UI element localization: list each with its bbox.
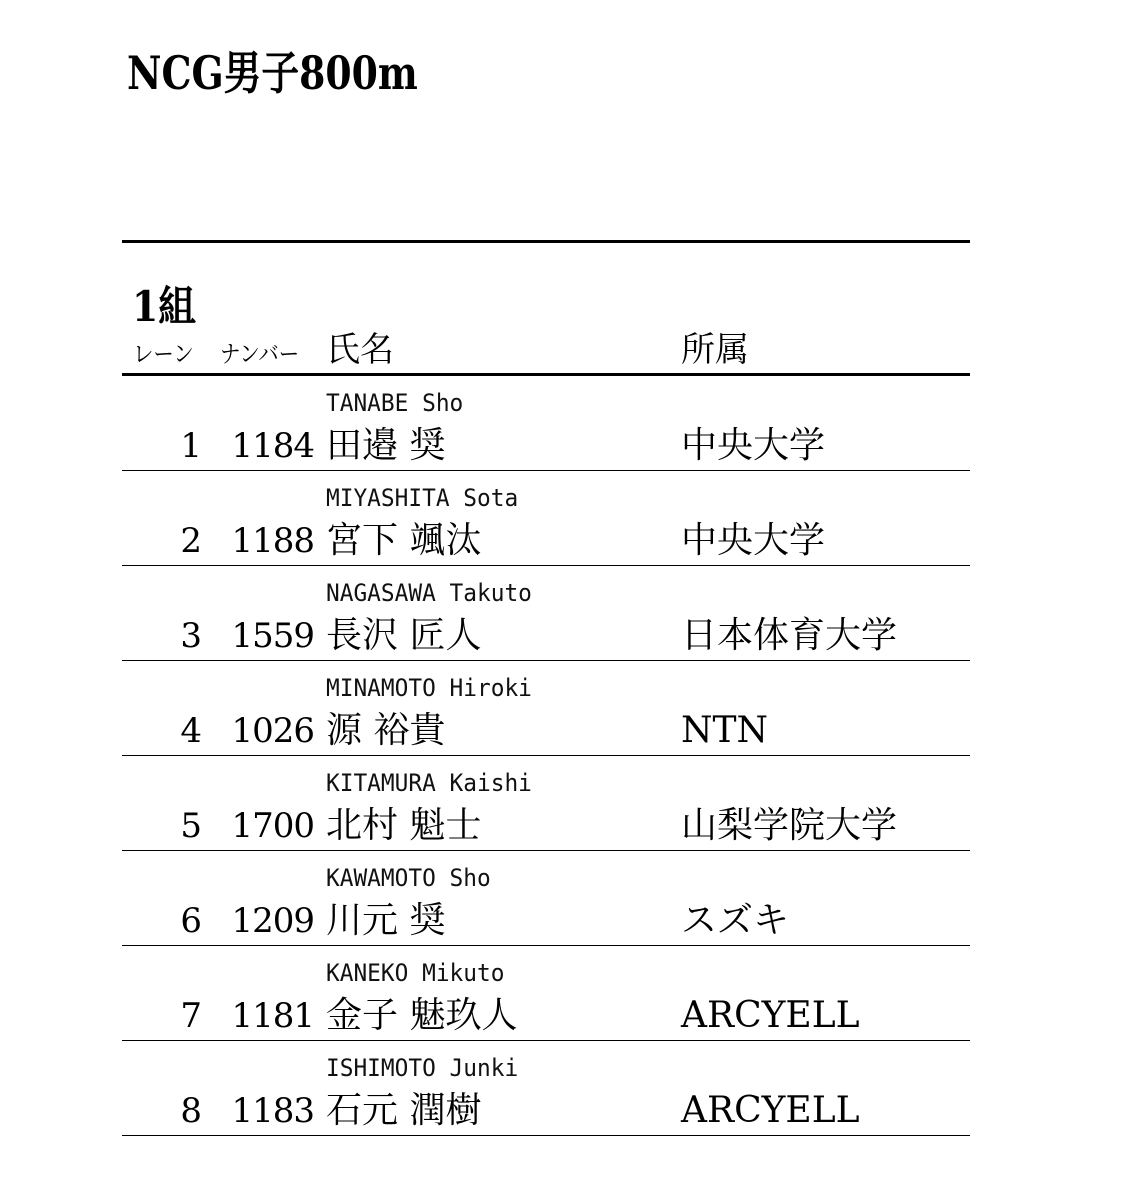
lane-number: 6: [180, 901, 202, 941]
entry-row: [0, 756, 1125, 851]
lane-number: 5: [180, 806, 202, 846]
entry-row: [0, 946, 1125, 1041]
entry-row: [0, 1041, 1125, 1136]
athlete-romaji: MINAMOTO Hiroki: [326, 674, 532, 702]
athlete-name: 田邉 奨: [326, 425, 446, 466]
athlete-affiliation: ARCYELL: [681, 1090, 860, 1131]
athlete-name: 金子 魅玖人: [326, 995, 518, 1036]
athlete-romaji: TANABE Sho: [326, 389, 464, 417]
athlete-romaji: KITAMURA Kaishi: [326, 769, 532, 797]
column-header-number: ナンバー: [220, 340, 300, 368]
lane-number: 8: [180, 1091, 202, 1131]
athlete-affiliation: 中央大学: [681, 520, 826, 561]
bib-number: 1026: [231, 711, 314, 751]
start-list: [0, 376, 1125, 1136]
athlete-name: 宮下 颯汰: [326, 520, 482, 561]
athlete-affiliation: ARCYELL: [681, 995, 860, 1036]
bib-number: 1181: [231, 996, 314, 1036]
entry-row: [0, 851, 1125, 946]
lane-number: 7: [180, 996, 202, 1036]
athlete-romaji: MIYASHITA Sota: [326, 484, 519, 512]
bib-number: 1184: [231, 426, 314, 466]
row-divider: [122, 1135, 970, 1136]
bib-number: 1700: [231, 806, 314, 846]
athlete-affiliation: NTN: [681, 710, 769, 751]
page-title: NCG男子800m: [127, 46, 418, 100]
column-header-affiliation: 所属: [681, 330, 749, 370]
lane-number: 4: [180, 711, 202, 751]
athlete-affiliation: 山梨学院大学: [681, 805, 898, 846]
entry-row: [0, 661, 1125, 756]
athlete-romaji: ISHIMOTO Junki: [326, 1054, 519, 1082]
lane-number: 2: [180, 521, 202, 561]
heat-label: 1組: [132, 282, 197, 331]
athlete-affiliation: 中央大学: [681, 425, 826, 466]
bib-number: 1188: [231, 521, 314, 561]
athlete-name: 石元 潤樹: [326, 1090, 482, 1131]
entry-row: [0, 566, 1125, 661]
entry-row: [0, 471, 1125, 566]
athlete-name: 北村 魁士: [326, 805, 482, 846]
bib-number: 1183: [231, 1091, 314, 1131]
athlete-name: 川元 奨: [326, 900, 446, 941]
bib-number: 1209: [231, 901, 314, 941]
athlete-affiliation: 日本体育大学: [681, 615, 898, 656]
bib-number: 1559: [231, 616, 314, 656]
athlete-romaji: KAWAMOTO Sho: [326, 864, 491, 892]
athlete-name: 長沢 匠人: [326, 615, 482, 656]
column-header-name: 氏名: [326, 330, 394, 370]
athlete-romaji: NAGASAWA Takuto: [326, 579, 532, 607]
lane-number: 3: [180, 616, 202, 656]
entry-row: [0, 376, 1125, 471]
lane-number: 1: [180, 426, 202, 466]
athlete-affiliation: スズキ: [681, 900, 790, 941]
athlete-name: 源 裕貴: [326, 710, 446, 751]
column-header-lane: レーン: [133, 340, 194, 368]
athlete-romaji: KANEKO Mikuto: [326, 959, 505, 987]
title-divider: [122, 240, 970, 243]
